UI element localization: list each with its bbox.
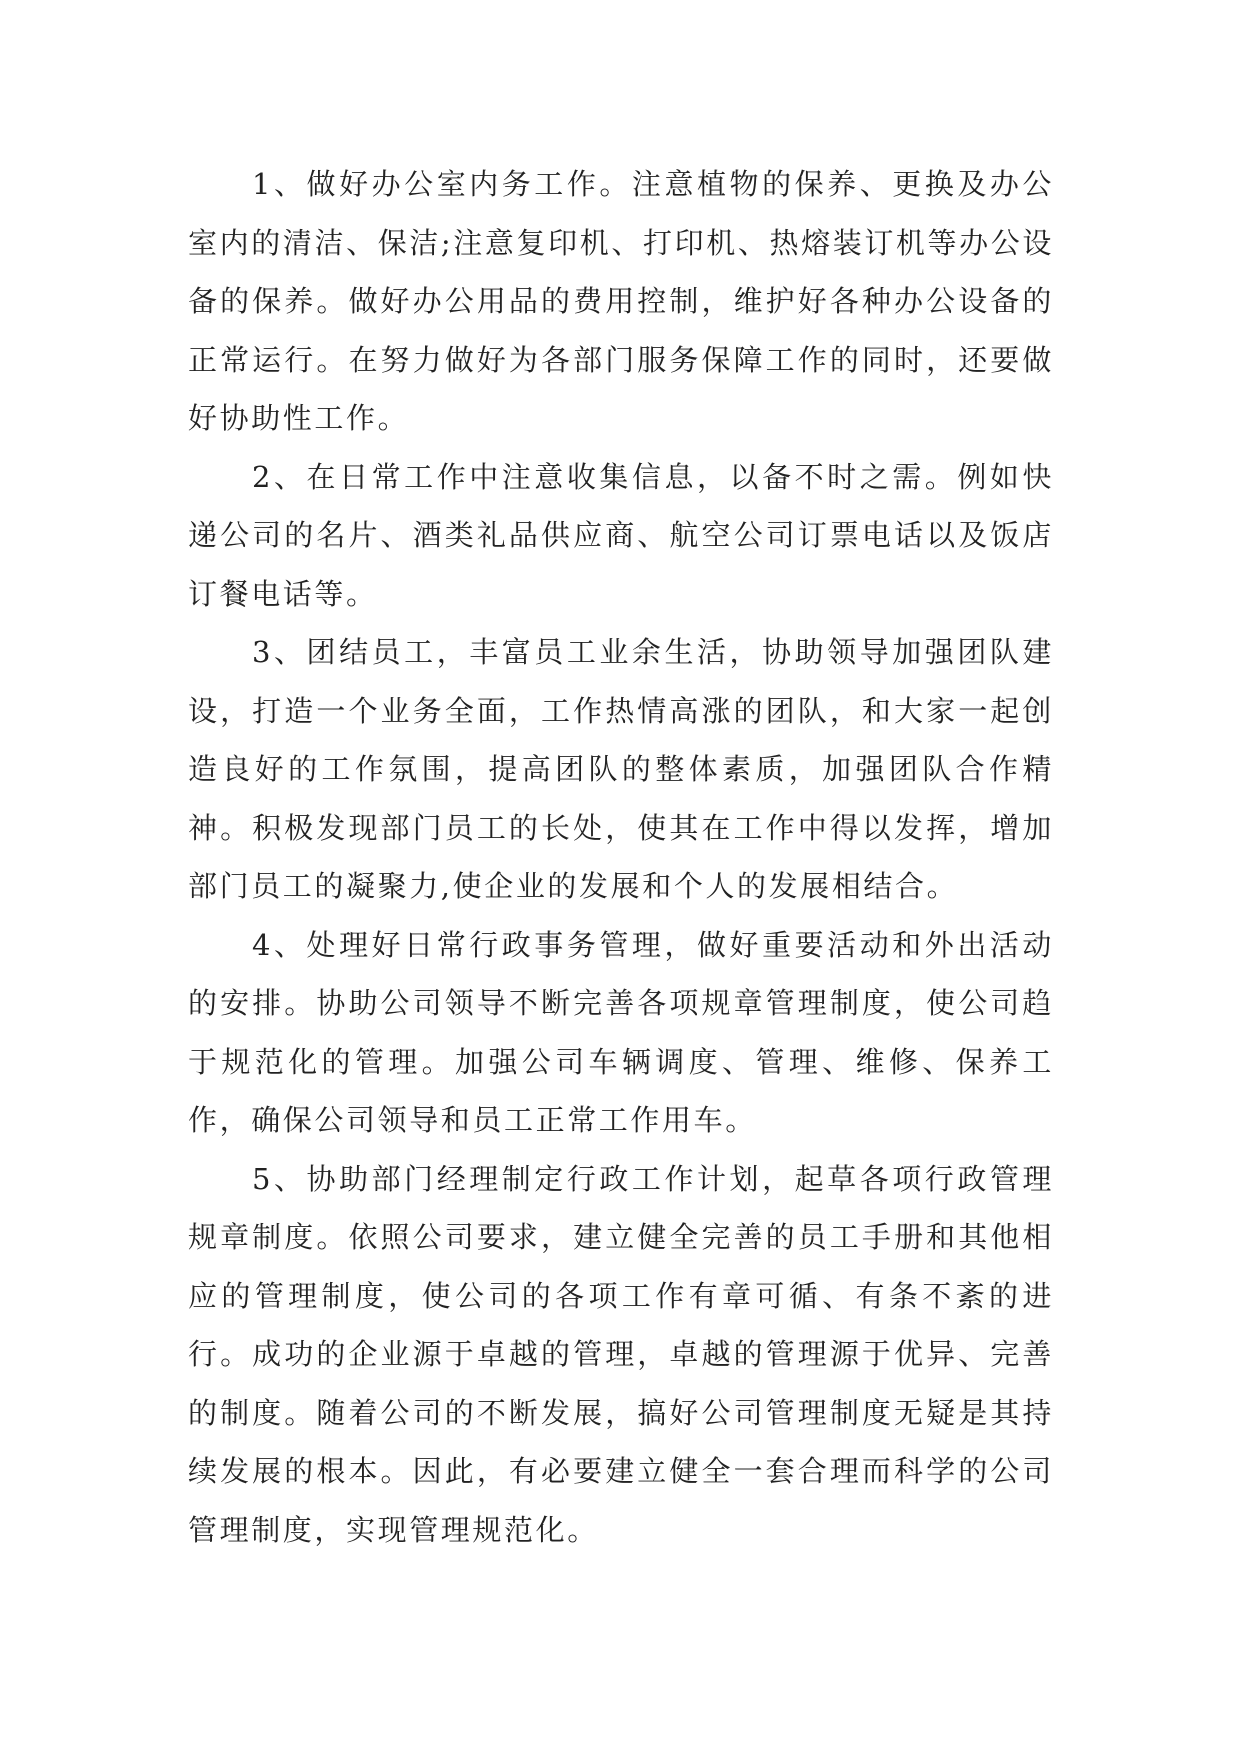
paragraph-3: 3、团结员工，丰富员工业余生活，协助领导加强团队建设，打造一个业务全面，工作热情高涨的团队，和大家一起创造良好的工作氛围，提高团队的整体素质，加强团队合作精神。积极发现部门员工的长处，使其在工作中得以发挥，增加部门员工的凝聚力,使企业的发展和个人的发展相结合。	[188, 635, 1054, 903]
document-body	[188, 155, 1054, 1559]
paragraph-4: 4、处理好日常行政事务管理，做好重要活动和外出活动的安排。协助公司领导不断完善各项规章管理制度，使公司趋于规范化的管理。加强公司车辆调度、管理、维修、保养工作，确保公司领导和员工正常工作用车。	[188, 927, 1054, 1137]
paragraph-1: 1、做好办公室内务工作。注意植物的保养、更换及办公室内的清洁、保洁;注意复印机、打印机、热熔装订机等办公设备的保养。做好办公用品的费用控制，维护好各种办公设备的正常运行。在努力做好为各部门服务保障工作的同时，还要做好协助性工作。	[188, 167, 1054, 435]
paragraph-5: 5、协助部门经理制定行政工作计划，起草各项行政管理规章制度。依照公司要求，建立健全完善的员工手册和其他相应的管理制度，使公司的各项工作有章可循、有条不紊的进行。成功的企业源于卓越的管理，卓越的管理源于优异、完善的制度。随着公司的不断发展，搞好公司管理制度无疑是其持续发展的根本。因此，有必要建立健全一套合理而科学的公司管理制度，实现管理规范化。	[188, 1161, 1054, 1547]
paragraph-2: 2、在日常工作中注意收集信息，以备不时之需。例如快递公司的名片、酒类礼品供应商、航空公司订票电话以及饭店订餐电话等。	[188, 459, 1054, 611]
